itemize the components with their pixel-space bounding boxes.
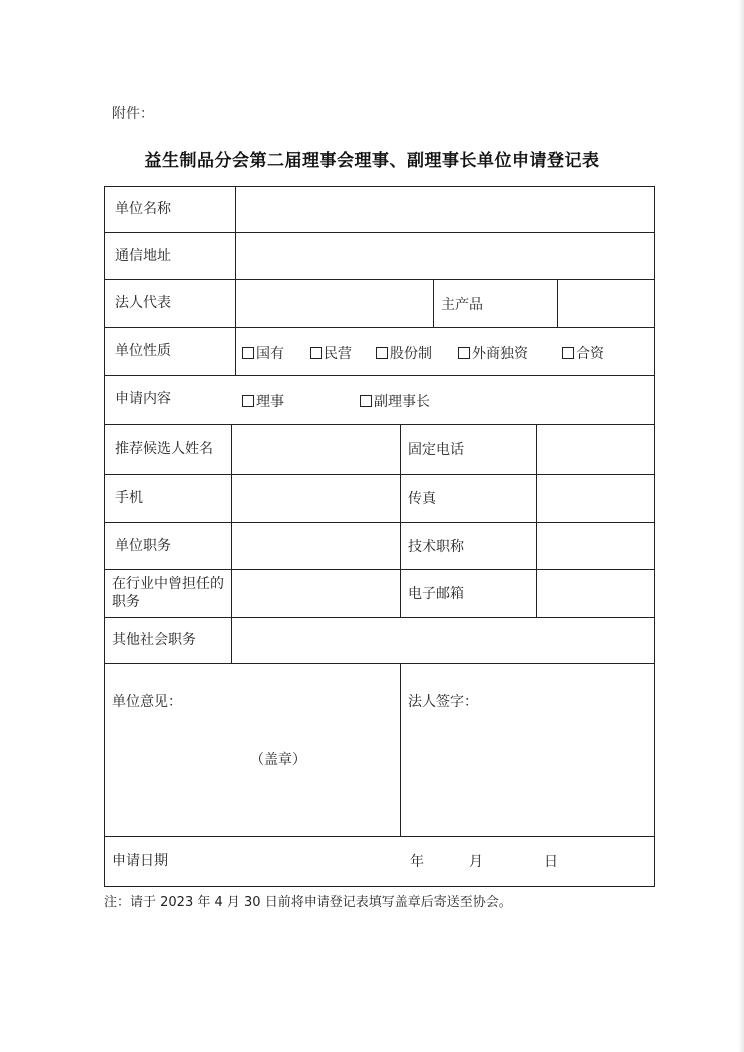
position-label: 单位职务 [115, 538, 171, 554]
checkbox-icon [242, 347, 254, 359]
table-border-bottom [104, 886, 655, 887]
checkbox-icon [562, 347, 574, 359]
unit-name-label: 单位名称 [115, 201, 171, 217]
nature-option-state[interactable]: 国有 [242, 343, 284, 363]
unit-name-field[interactable] [236, 187, 654, 232]
nature-option-private[interactable]: 民营 [310, 343, 352, 363]
row-line [104, 375, 655, 376]
table-border-left [104, 186, 105, 887]
nature-option-joint-venture[interactable]: 合资 [562, 343, 604, 363]
checkbox-icon [376, 347, 388, 359]
date-month-label: 月 [469, 854, 483, 870]
col-line [400, 663, 401, 836]
checkbox-icon [242, 395, 254, 407]
main-product-label: 主产品 [441, 297, 483, 313]
application-label: 申请内容 [115, 391, 171, 407]
checkbox-icon [360, 395, 372, 407]
nature-option-foreign[interactable]: 外商独资 [458, 343, 528, 363]
tech-title-field[interactable] [537, 523, 654, 569]
fax-field[interactable] [537, 475, 654, 522]
address-label: 通信地址 [115, 248, 171, 264]
mobile-label: 手机 [115, 490, 143, 506]
col-line [433, 279, 434, 327]
address-field[interactable] [236, 233, 654, 279]
form-title: 益生制品分会第二届理事会理事、副理事长单位申请登记表 [144, 151, 600, 171]
legal-rep-label: 法人代表 [115, 295, 171, 311]
application-option-director[interactable]: 理事 [242, 391, 284, 411]
application-option-vice-chair[interactable]: 副理事长 [360, 391, 430, 411]
tech-title-label: 技术职称 [408, 539, 464, 555]
checkbox-icon [458, 347, 470, 359]
social-post-field[interactable] [232, 618, 654, 663]
email-label: 电子邮箱 [408, 586, 464, 602]
unit-nature-label: 单位性质 [115, 343, 171, 359]
col-line [400, 424, 401, 617]
checkbox-icon [310, 347, 322, 359]
row-line [104, 836, 655, 837]
landline-field[interactable] [537, 425, 654, 474]
table-border-right [654, 186, 655, 887]
row-line [104, 327, 655, 328]
industry-post-label: 在行业中曾担任的职务 [112, 576, 224, 610]
candidate-name-field[interactable] [232, 425, 400, 474]
signature-label: 法人签字： [408, 694, 478, 710]
attachment-label: 附件： [112, 106, 154, 122]
fax-label: 传真 [408, 491, 436, 507]
main-product-field[interactable] [558, 280, 654, 327]
seal-label: （盖章） [250, 752, 306, 768]
landline-label: 固定电话 [408, 442, 464, 458]
legal-rep-field[interactable] [236, 280, 432, 327]
social-post-label: 其他社会职务 [112, 632, 196, 648]
date-day-label: 日 [544, 854, 558, 870]
industry-post-field[interactable] [232, 570, 400, 617]
unit-opinion-label: 单位意见： [112, 694, 182, 710]
row-line [104, 663, 655, 664]
email-field[interactable] [537, 570, 654, 617]
date-year-label: 年 [410, 854, 424, 870]
apply-date-label: 申请日期 [112, 853, 168, 869]
footer-note: 注：请于 2023 年 4 月 30 日前将申请登记表填写盖章后寄送至协会。 [104, 895, 512, 910]
candidate-name-label: 推荐候选人姓名 [115, 441, 213, 457]
position-field[interactable] [232, 523, 400, 569]
mobile-field[interactable] [232, 475, 400, 522]
nature-option-joint-stock[interactable]: 股份制 [376, 343, 432, 363]
